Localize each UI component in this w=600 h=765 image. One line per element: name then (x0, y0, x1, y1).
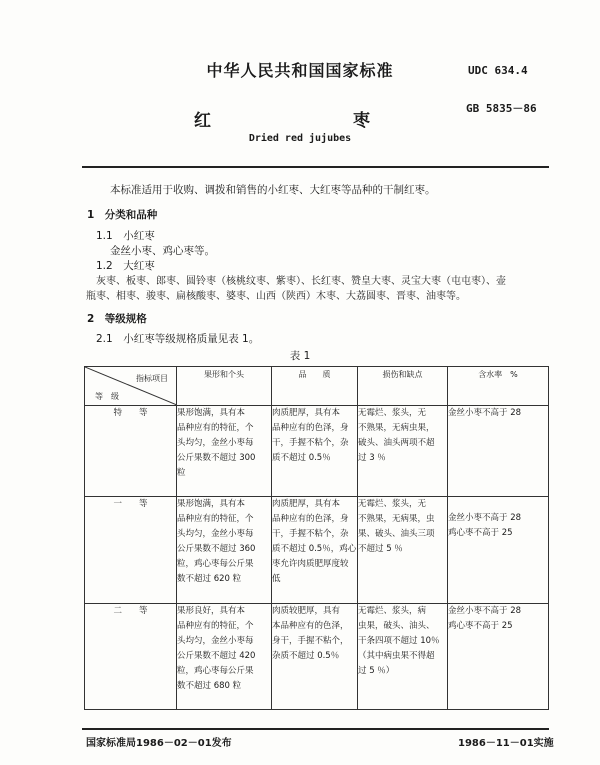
cell-line: 金丝小枣不高于 28 (448, 408, 522, 418)
cell-line: 公斤果数不超过 360 (177, 544, 256, 554)
english-title: Dried red jujubes (248, 133, 352, 144)
shape-cell (177, 406, 272, 497)
quality-cell (272, 497, 358, 604)
cell-line: 粒，鸡心枣每公斤果 (177, 559, 254, 569)
section-1-1-heading: 1.1 小红枣 (96, 230, 155, 242)
moisture-cell (448, 604, 549, 710)
defects-cell (358, 497, 448, 604)
cell-line: 粒，鸡心枣每公斤果 (177, 666, 254, 676)
cell-line: 果形饱满，具有本 (177, 408, 246, 418)
table-caption: 表 1 (289, 350, 311, 362)
section-1-2-heading: 1.2 大红枣 (96, 260, 155, 272)
header-moisture: 含水率 % (448, 367, 549, 406)
cell-line: 肉质肥厚，具有本 (272, 499, 341, 509)
issued-by: 国家标准局1986－02－01发布 (86, 738, 232, 749)
udc-code: UDC 634.4 (468, 64, 528, 77)
cell-line: 鸡心枣不高于 25 (448, 528, 513, 538)
cell-line: 本品种应有的色泽， (272, 621, 349, 631)
effective-date: 1986－11－01实施 (458, 738, 554, 749)
cell-line: 干条四项不超过 10％ (358, 636, 440, 646)
section-1-2-line-2: 瓶枣、相枣、骏枣、扁核酸枣、婆枣、山西（陕西）木枣、大荔圆枣、晋枣、油枣等。 (86, 291, 466, 302)
footer-rule (82, 728, 549, 730)
quality-cell (272, 604, 358, 710)
intro-paragraph: 本标准适用于收购、调拨和销售的小红枣、大红枣等品种的干制红枣。 (110, 184, 436, 196)
cell-line: 品种应有的特征，个 (177, 621, 254, 631)
cell-line: 粒 (177, 468, 186, 478)
table-row-second (85, 604, 549, 710)
table-row-special (85, 406, 549, 497)
cell-line: 干，手握不粘个，杂 (272, 438, 349, 448)
section-2-heading: 2 等级规格 (87, 313, 147, 325)
cell-line: 不超过 5 ％ (358, 544, 403, 554)
table-header-row (85, 367, 549, 406)
cell-line: 肉质较肥厚，具有 (272, 606, 341, 616)
cell-line: （其中病虫果不得超 (358, 651, 435, 661)
cell-line: 过 5 ％） (358, 666, 395, 676)
corner-indicator-label: 指标项目 (136, 374, 168, 383)
header-corner-cell (85, 367, 177, 406)
moisture-cell (448, 497, 549, 604)
cell-line: 干，手握不粘个，杂 (272, 529, 349, 539)
shape-cell (177, 604, 272, 710)
header-rule (82, 166, 549, 168)
cell-line: 鸡心枣不高于 25 (448, 621, 513, 631)
grade-table (84, 366, 549, 710)
cell-line: 虫果，破头、油头、 (358, 621, 435, 631)
header-shape-size: 果形和个头 (177, 367, 272, 406)
corner-grade-label: 等 级 (95, 392, 119, 401)
cell-line: 身干，手握不粘个， (272, 636, 349, 646)
cell-line: 品种应有的色泽，身 (272, 423, 349, 433)
cell-line: 金丝小枣不高于 28 (448, 606, 522, 616)
cell-line: 杂质不超过 0.5％ (272, 651, 340, 661)
header-quality: 品 质 (272, 367, 358, 406)
cell-line: 数不超过 680 粒 (177, 681, 242, 691)
cell-line: 破头、油头两项不超 (358, 438, 435, 448)
cell-line: 头均匀，金丝小枣每 (177, 636, 254, 646)
cell-line: 数不超过 620 粒 (177, 574, 242, 584)
moisture-cell (448, 406, 549, 497)
cell-line: 质不超过 0.5％ (272, 453, 331, 463)
cell-line: 过 3 ％ (358, 453, 386, 463)
grade-label: 一 等 (85, 497, 177, 604)
cell-line: 不熟果，无病虫果， (358, 423, 435, 433)
cell-line: 品种应有的特征，个 (177, 423, 254, 433)
header-defects: 损伤和缺点 (358, 367, 448, 406)
quality-cell (272, 406, 358, 497)
cell-line: 头均匀，金丝小枣每 (177, 529, 254, 539)
section-1-1-text: 金丝小枣、鸡心枣等。 (110, 245, 215, 257)
cell-line: 果、破头、油头三项 (358, 529, 435, 539)
table-row-first (85, 497, 549, 604)
grade-label: 特 等 (85, 406, 177, 497)
cell-line: 头均匀，金丝小枣每 (177, 438, 254, 448)
cell-line: 品种应有的特征，个 (177, 514, 254, 524)
page-title: 红 枣 (194, 111, 406, 131)
grade-label: 二 等 (85, 604, 177, 710)
cell-line: 低 (272, 574, 281, 584)
cell-line: 无霉烂、浆头，病 (358, 606, 427, 616)
cell-line: 品种应有的色泽，身 (272, 514, 349, 524)
cell-line: 质不超过 0.5％，鸡心 (272, 544, 357, 554)
cell-line: 金丝小枣不高于 28 (448, 513, 522, 523)
standard-category: 中华人民共和国国家标准 (206, 61, 394, 80)
cell-line: 果形饱满，具有本 (177, 499, 246, 509)
cell-line: 果形良好，具有本 (177, 606, 246, 616)
section-1-2-line-1: 灰枣、板枣、郎枣、圆铃枣（核桃纹枣、紫枣）、长红枣、赞皇大枣、灵宝大枣（屯屯枣）、壶 (96, 276, 506, 287)
cell-line: 肉质肥厚，具有本 (272, 408, 341, 418)
section-2-1-text: 2.1 小红枣等级规格质量见表 1。 (96, 333, 260, 345)
cell-line: 不熟果，无病果，虫 (358, 514, 435, 524)
defects-cell (358, 406, 448, 497)
section-1-heading: 1 分类和品种 (87, 209, 158, 221)
cell-line: 无霉烂、浆头，无 (358, 499, 427, 509)
gb-number: GB 5835－86 (466, 102, 537, 115)
shape-cell (177, 497, 272, 604)
cell-line: 无霉烂、浆头，无 (358, 408, 427, 418)
cell-line: 枣允许肉质肥厚度较 (272, 559, 349, 569)
cell-line: 公斤果数不超过 420 (177, 651, 256, 661)
defects-cell (358, 604, 448, 710)
cell-line: 公斤果数不超过 300 (177, 453, 256, 463)
